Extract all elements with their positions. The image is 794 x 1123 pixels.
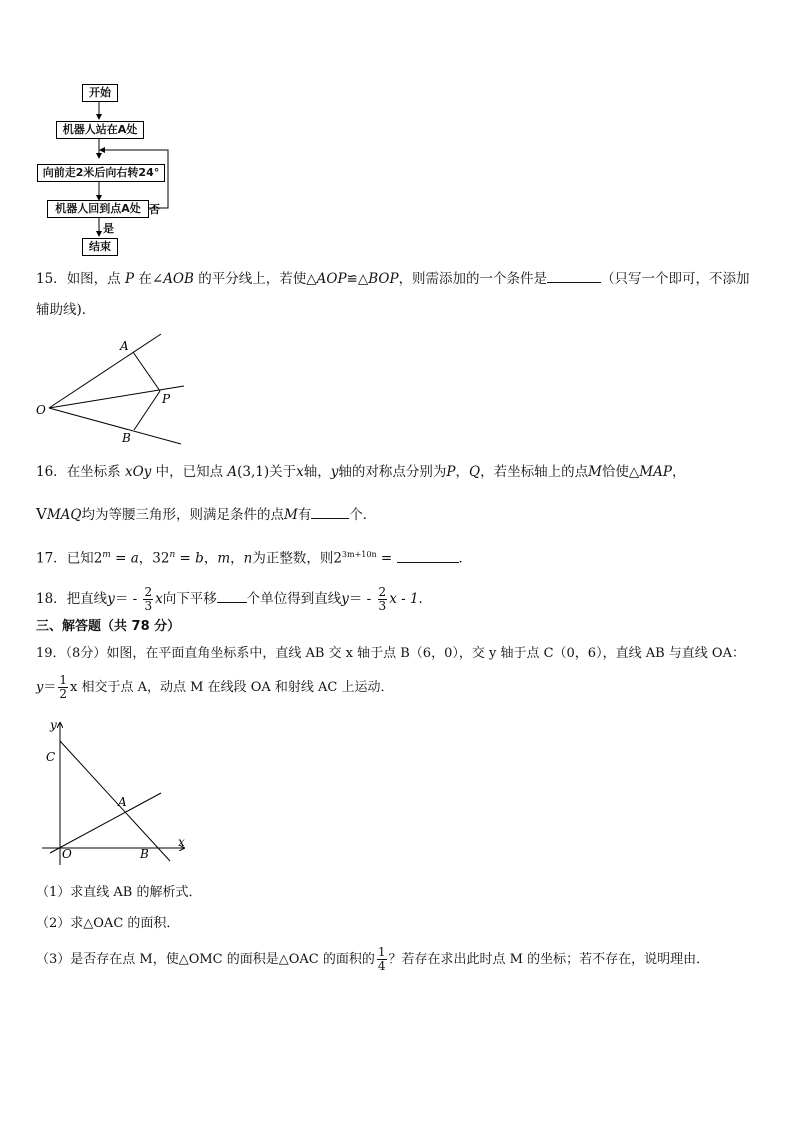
q15-answer-blank <box>547 270 601 283</box>
q15-var: AOB <box>163 271 194 287</box>
line-oa <box>50 793 161 853</box>
q17-answer-blank <box>397 550 459 563</box>
q18-fraction-2 <box>378 586 388 613</box>
q17-text: ， <box>230 550 244 567</box>
q16-text: 均为等腰三角形，则满足条件的点 <box>81 507 284 523</box>
q19-part2: （2）求△OAC 的面积． <box>36 916 180 931</box>
q17-exponent: m <box>102 550 111 560</box>
flow-step-walk-turn: 向前走2米后向右转24° <box>37 164 165 182</box>
label-b: B <box>122 431 131 445</box>
label-x: x <box>178 835 185 849</box>
label-c: C <box>46 750 56 764</box>
q17-math: = b <box>175 550 204 567</box>
q15-text: （只写一个即可，不添加 <box>601 271 750 287</box>
fraction-numerator: 1 <box>59 673 68 687</box>
q15-text: ≌△ <box>346 271 369 287</box>
segment-bp <box>134 391 160 430</box>
q17-exponent: n <box>169 550 176 560</box>
flow-label-yes: 是 <box>103 222 114 235</box>
q15-var: BOP <box>368 271 399 287</box>
q19-text: ？若存在求出此时点 M 的坐标；若不存在，说明理由． <box>388 952 710 967</box>
q19-fraction-half <box>58 674 68 701</box>
q15-number: 15． <box>36 271 67 287</box>
q16-answer-blank <box>311 506 349 519</box>
q18-fraction-1 <box>143 586 153 613</box>
q19-line2 <box>36 674 394 702</box>
q16-var: xOy <box>124 464 152 480</box>
q16-text: ，若坐标轴上的点 <box>480 464 589 480</box>
q18-math: x - 1 <box>389 591 419 607</box>
q18-answer-blank <box>217 590 247 603</box>
q15-text: 如图，点 <box>66 271 125 287</box>
q19-text: （3）是否存在点 M，使△OMC 的面积是△OAC 的面积的 <box>36 952 375 967</box>
q17-math: = <box>376 550 397 567</box>
label-y: y <box>50 718 57 732</box>
q15-figure <box>30 328 200 448</box>
q17-math: 2 <box>333 550 342 567</box>
q16-var: y <box>330 464 339 480</box>
q15-text: 的平分线上，若使△ <box>193 271 317 287</box>
q17-var: n <box>243 550 253 567</box>
q18-text: 向下平移 <box>162 591 217 607</box>
segment-ap <box>133 352 160 391</box>
label-o: O <box>62 847 72 861</box>
q17-math: = a <box>110 550 139 567</box>
q16-text: 轴， <box>303 464 331 480</box>
fraction-numerator: 1 <box>377 945 386 959</box>
flow-step-stand-at-a: 机器人站在A处 <box>56 121 144 139</box>
label-o: O <box>36 403 46 417</box>
q17-math: 32 <box>152 550 170 567</box>
flow-start: 开始 <box>82 84 118 102</box>
q16-var: Q <box>469 464 481 480</box>
q19-part3 <box>36 945 709 975</box>
fraction-denominator: 3 <box>378 599 387 613</box>
fraction-numerator: 2 <box>378 585 387 599</box>
q17-text: 为正整数，则 <box>252 550 334 567</box>
q16-text: 在坐标系 <box>66 464 125 480</box>
line-ab <box>60 741 170 861</box>
q15-line1 <box>36 270 750 288</box>
q15-text: 在∠ <box>134 271 164 287</box>
q19-var: y <box>36 680 44 695</box>
q19-math: ＝ <box>43 680 57 695</box>
q17-var: m <box>217 550 231 567</box>
q19-figure <box>30 715 200 870</box>
q18-var: y <box>107 591 115 607</box>
label-a: A <box>118 795 127 809</box>
q15-text: ，则需添加的一个条件是 <box>398 271 548 287</box>
q17-math: 2 <box>93 550 103 567</box>
q16-var: x <box>296 464 304 480</box>
q17-text: ， <box>138 550 153 567</box>
q16-text: (3,1) <box>237 464 270 480</box>
q18-number: 18． <box>36 591 67 607</box>
q17-line <box>36 546 472 568</box>
q16-var: M <box>283 507 298 523</box>
q16-triangle-glyph: V <box>36 505 47 523</box>
fraction-denominator: 2 <box>59 687 68 701</box>
q18-text: 个单位得到直线 <box>246 591 342 607</box>
q16-text: ， <box>455 464 470 480</box>
q16-text: 个． <box>349 507 377 523</box>
fraction-denominator: 3 <box>144 599 153 613</box>
q16-text: 恰使 <box>601 464 629 480</box>
q16-text: 轴的对称点分别为 <box>338 464 447 480</box>
q18-text: 把直线 <box>66 591 108 607</box>
q17-number: 17． <box>36 550 67 567</box>
label-p: P <box>162 392 171 406</box>
q16-var: △MAP <box>628 464 672 480</box>
q19-line1: 19．（8分）如图，在平面直角坐标系中，直线 AB 交 x 轴于点 B（6，0），交 y 轴于点 C（0，6），直线 AB 与直线 OA： <box>36 646 745 661</box>
q16-var: MAQ <box>46 507 82 523</box>
q19-part1: （1）求直线 AB 的解析式． <box>36 885 202 900</box>
q15-line2: 辅助线)． <box>36 302 96 318</box>
q18-line <box>36 586 432 613</box>
q16-var: P <box>446 464 456 480</box>
ray-oa <box>49 334 161 408</box>
q16-text: ， <box>671 464 686 480</box>
q19-fraction-quarter <box>377 946 387 973</box>
ray-ob <box>49 408 181 444</box>
fraction-numerator: 2 <box>144 585 153 599</box>
q18-math: ＝ - <box>348 591 376 607</box>
q17-text: ， <box>203 550 218 567</box>
flow-end: 结束 <box>82 238 118 256</box>
q15-var: AOP <box>316 271 347 287</box>
label-a: A <box>120 339 129 353</box>
fraction-denominator: 4 <box>377 959 386 973</box>
q16-number: 16． <box>36 464 67 480</box>
q16-var: M <box>588 464 602 480</box>
q16-text: 关于 <box>269 464 297 480</box>
q16-var: A <box>227 464 238 480</box>
q18-var: x <box>155 591 163 607</box>
q16-text: 中，已知点 <box>151 464 228 480</box>
section-3-heading: 三、解答题（共 78 分） <box>36 619 181 634</box>
q16-line1 <box>36 463 685 481</box>
q18-text: ． <box>418 591 433 607</box>
q18-var: y <box>341 591 349 607</box>
flow-label-no: 否 <box>149 203 160 216</box>
q17-text: 已知 <box>66 550 94 567</box>
q16-line2 <box>36 505 376 524</box>
flow-decision-back-at-a: 机器人回到点A处 <box>47 200 149 218</box>
q16-text: 有 <box>297 507 312 523</box>
label-b: B <box>140 847 149 861</box>
q18-math: ＝ - <box>114 591 142 607</box>
q17-exponent: 3m+10n <box>341 550 377 559</box>
q19-text: x 相交于点 A，动点 M 在线段 OA 和射线 AC 上运动． <box>70 680 394 695</box>
q17-text: ． <box>458 550 473 567</box>
q15-var: P <box>124 271 135 287</box>
